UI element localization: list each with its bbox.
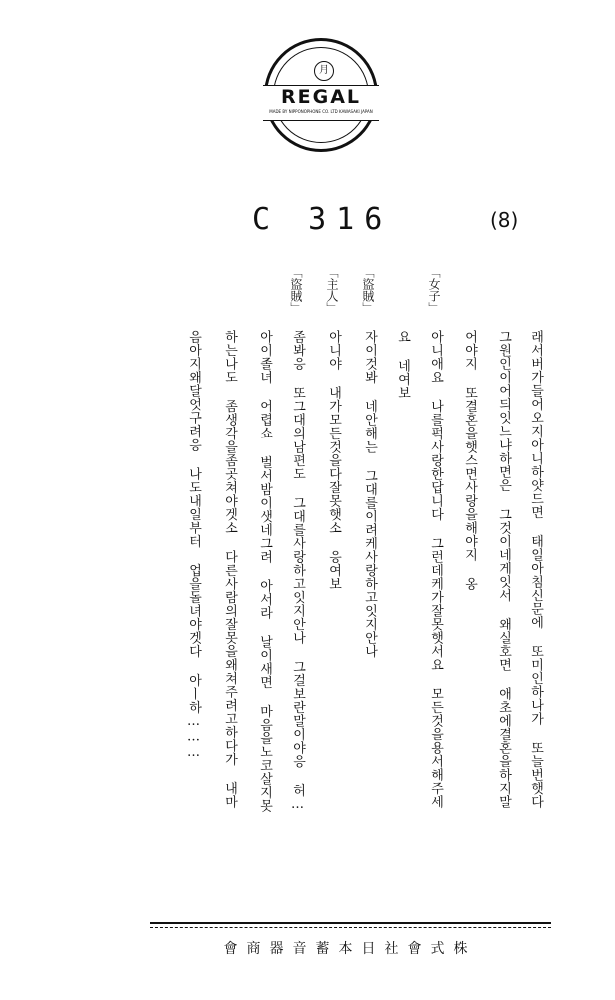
regal-logo [264,38,378,152]
company-name: 株式會社日本蓄音器商會 [223,941,477,957]
page-number: (8) [490,208,519,232]
text-line-7: 아니야 내가모든것을다잘못햇소 응여보 [326,330,341,591]
text-line-5: 요 네여보 [395,330,410,400]
catalog-number: C 316 [252,202,393,237]
logo-moon-mark: 月 [314,61,334,81]
text-line-2: 그원인이어듸잇느냐하면은 그것이네게잇서 왜실호면 애초에결혼을하지말 [496,330,511,809]
text-line-4: 아니애요 나를퍽사랑한답니다 그런데케가잘못햇서요 모든것을용서해주세 [428,330,443,809]
speaker-label-thief: 「盜賊」 [361,266,375,314]
text-line-11: 음아지왜달엇구려응 나도내일부터 업을돌녀야겟다 아ㅣ하……… [186,330,201,761]
text-line-1: 래서버가들어오지아니하얏드면 태일아침신문에 또미인하나가 또늘번햇다 [528,330,543,809]
footer-divider [150,922,551,924]
text-line-3: 어야지 또결혼을햇스면사랑을해야지 옹 [462,330,477,591]
speaker-label-woman: 「女子」 [427,266,441,314]
speaker-label-thief-2: 「盜賊」 [289,266,303,314]
text-line-10: 하는나도 좀생각을좀곳쳐야겟소 다른사람의잘못을왜쳐주려고하다가 내마 [222,330,237,809]
speaker-label-master: 「主人」 [325,266,339,314]
text-line-8: 좀봐응 또그대의남편도 그대를사랑하고잇지안나 그걸보란말이야응 허… [290,330,305,813]
logo-brand-text: REGAL [280,86,362,108]
logo-subtext: MADE BY NIPPONOPHONE CO. LTD KAWASAKI JAPAN [269,109,373,114]
text-line-6: 자이것봐 네안해는 그대를이려케사랑하고잇지안나 [362,330,377,658]
text-line-9: 아이졸녀 어렵쇼 벌서밤이샛네그려 아서라 날이새면 마음을노코살지못 [257,330,272,813]
footer-divider-dashed [150,927,551,928]
